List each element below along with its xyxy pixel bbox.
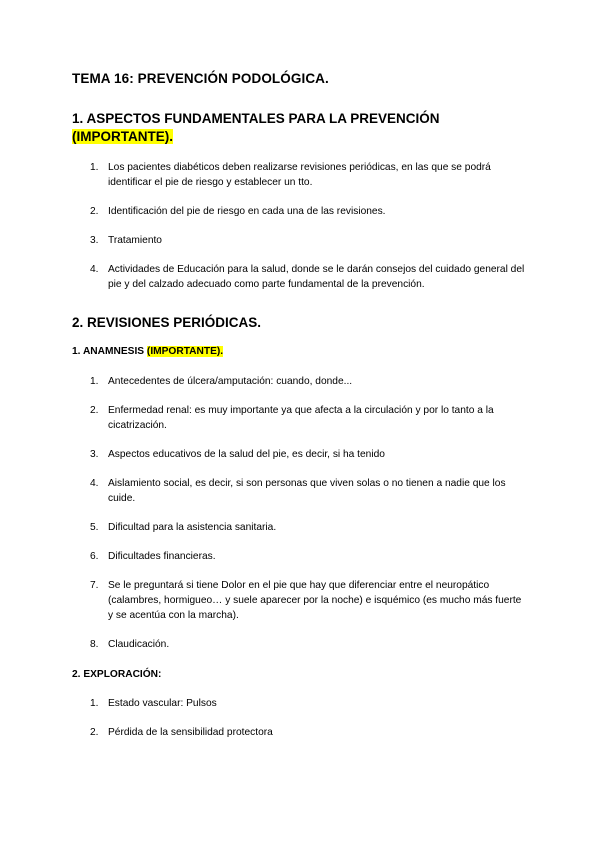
- section-1-heading-text: 1. ASPECTOS FUNDAMENTALES PARA LA PREVENCIÓN: [72, 111, 440, 126]
- list-item-text: Actividades de Educación para la salud, donde se le darán consejos del cuidado general del pie y del calzado adecuado como parte fundamental de la prevención.: [108, 264, 525, 290]
- list-item-text: Antecedentes de úlcera/amputación: cuando, donde...: [108, 376, 353, 387]
- section-2-heading: 2. REVISIONES PERIÓDICAS.: [72, 315, 262, 330]
- list-item-text: Dificultades financieras.: [108, 551, 216, 562]
- list-item-text: Pérdida de la sensibilidad protectora: [108, 727, 273, 738]
- list-item-text: Enfermedad renal: es muy importante ya que afecta a la circulación y por lo tanto a la cicatrización.: [108, 405, 494, 431]
- list-item-number: 3.: [90, 235, 99, 246]
- subsection-anamnesis-heading: [72, 346, 223, 357]
- list-item-number: 1.: [90, 698, 99, 709]
- subsection-exploracion-heading: 2. EXPLORACIÓN:: [72, 669, 162, 680]
- anamnesis-highlight: (IMPORTANTE).: [146, 346, 224, 357]
- list-item-text: Aislamiento social, es decir, si son personas que viven solas o no tienen a nadie que los cuide.: [108, 478, 506, 504]
- list-item-text: Aspectos educativos de la salud del pie, es decir, si ha tenido: [108, 449, 385, 460]
- list-item-number: 5.: [90, 522, 99, 533]
- list-item-number: 4.: [90, 478, 99, 489]
- list-item-text: Claudicación.: [108, 639, 170, 650]
- list-item-text: Tratamiento: [108, 235, 162, 246]
- list-item-number: 7.: [90, 580, 99, 591]
- list-item-number: 3.: [90, 449, 99, 460]
- list-item-text: Los pacientes diabéticos deben realizarse revisiones periódicas, en las que se podrá identificar el pie de riesgo y establecer un tto.: [108, 162, 491, 188]
- list-item-number: 1.: [90, 376, 99, 387]
- section-1-heading: [72, 110, 492, 146]
- list-item-number: 2.: [90, 206, 99, 217]
- list-item-text: Estado vascular: Pulsos: [108, 698, 217, 709]
- section-1-highlight: (IMPORTANTE).: [72, 129, 173, 144]
- list-item-number: 1.: [90, 162, 99, 173]
- document-title: TEMA 16: PREVENCIÓN PODOLÓGICA.: [72, 71, 329, 86]
- list-item-text: Se le preguntará si tiene Dolor en el pie que hay que diferenciar entre el neuropático (calambres, hormigueo… y suele aparecer por la noche) e isquémico (es mucho más fuerte y se acentúa con la marcha).: [108, 580, 522, 621]
- list-item-number: 4.: [90, 264, 99, 275]
- list-item-text: Identificación del pie de riesgo en cada una de las revisiones.: [108, 206, 386, 217]
- list-item-text: Dificultad para la asistencia sanitaria.: [108, 522, 277, 533]
- list-item-number: 6.: [90, 551, 99, 562]
- list-item-number: 2.: [90, 405, 99, 416]
- list-item-number: 8.: [90, 639, 99, 650]
- anamnesis-heading-text: 1. ANAMNESIS: [72, 346, 145, 357]
- list-item-number: 2.: [90, 727, 99, 738]
